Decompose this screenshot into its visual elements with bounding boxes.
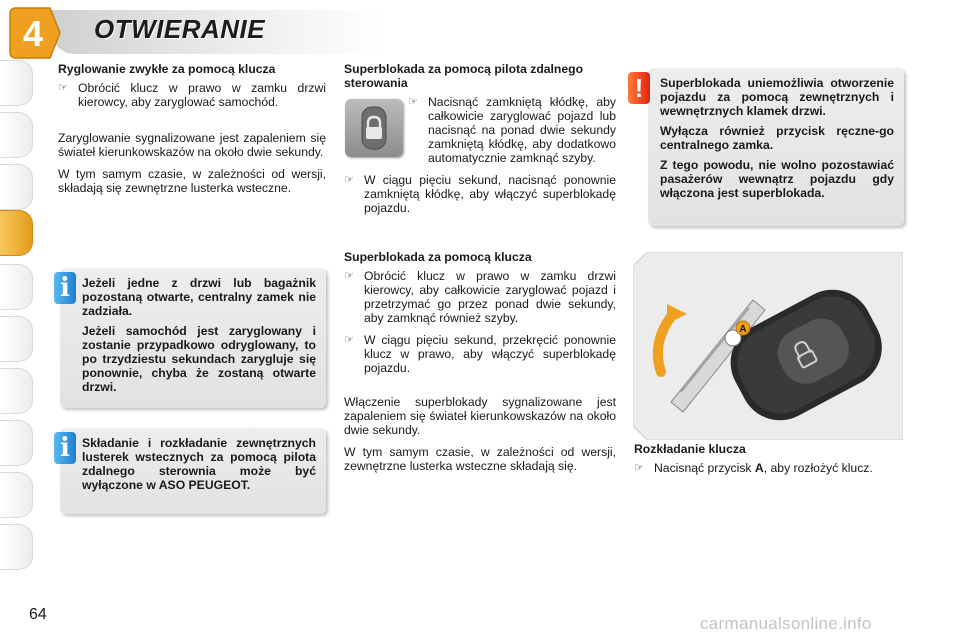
right-column [634, 442, 904, 483]
bullet-text: Obrócić klucz w prawo w zamku drzwi kierowcy, aby całkowicie zaryglować pojazd i przetrzymać go przez ponad dwie sekundy, aby zamknąć również szyby. [364, 269, 616, 325]
middle-column [344, 62, 616, 223]
folding-key-illustration [633, 252, 903, 440]
bullet-text: W ciągu pięciu sekund, przekręcić ponownie klucz w prawo, aby włączyć superblokadę pojazdu. [364, 333, 616, 375]
bullet-marker-icon: ☞ [344, 334, 354, 346]
instruction-bullet [344, 269, 616, 325]
instruction-bullet [58, 81, 326, 109]
bullet-marker-icon: ☞ [344, 174, 354, 186]
watermark: carmanualsonline.info [700, 614, 872, 633]
middle-column-lower [344, 250, 616, 481]
info-icon: i [54, 272, 76, 304]
paragraph: W tym samym czasie, w zależności od wersji, składają się zewnętrzne lusterka wsteczne. [58, 167, 326, 195]
instruction-bullet [344, 333, 616, 375]
bullet-text: Obrócić klucz w prawo w zamku drzwi kierowcy, aby zaryglować samochód. [78, 81, 326, 109]
bullet-marker-icon: ☞ [634, 462, 644, 474]
section-heading: Superblokada za pomocą pilota zdalnego sterowania [344, 62, 584, 90]
bullet-text: W ciągu pięciu sekund, nacisnąć ponownie zamkniętą kłódkę, aby włączyć superblokadę pojazdu. [364, 173, 616, 215]
paragraph: Zaryglowanie sygnalizowane jest zapaleniem się świateł kierunkowskazów na około dwie sekundy. [58, 131, 326, 159]
chapter-number: 4 [22, 13, 44, 54]
paragraph: Włączenie superblokady sygnalizowane jest zapaleniem się świateł kierunkowskazów na około dwie sekundy. [344, 395, 616, 437]
section-heading: Ryglowanie zwykłe za pomocą klucza [58, 62, 276, 76]
button-a-label: A [754, 461, 764, 475]
warning-icon: ! [628, 72, 650, 104]
chapter-tab-9[interactable] [0, 472, 33, 518]
bullet-text-post: , aby rozłożyć klucz. [763, 461, 873, 475]
chapter-tab-8[interactable] [0, 420, 33, 466]
warning-text: Superblokada uniemożliwia otworzenie pojazdu za pomocą zewnętrznych i wewnętrznych klamek drzwi. [660, 76, 894, 118]
bullet-text [654, 461, 904, 475]
instruction-bullet [408, 95, 616, 165]
page-title: OTWIERANIE [94, 14, 266, 44]
info-box-door-open [60, 268, 326, 408]
bullet-text-pre: Nacisnąć przycisk [654, 461, 752, 475]
warning-box-superlock [648, 68, 904, 226]
page-number: 64 [29, 606, 47, 623]
warning-text: Z tego powodu, nie wolno pozostawiać pasażerów wewnątrz pojazdu gdy włączona jest superblokada. [660, 158, 894, 200]
chapter-tab-10[interactable] [0, 524, 33, 570]
info-box-mirrors [60, 428, 326, 514]
section-heading: Superblokada za pomocą klucza [344, 250, 532, 264]
chapter-tab-5[interactable] [0, 264, 33, 310]
info-icon: i [54, 432, 76, 464]
warning-text: Wyłącza również przycisk ręczne-go centralnego zamka. [660, 124, 894, 152]
chapter-tab-3[interactable] [0, 164, 33, 210]
chapter-tab-7[interactable] [0, 368, 33, 414]
left-column [58, 62, 326, 203]
chapter-tab-4-active[interactable] [0, 210, 33, 256]
chapter-tab-strip [0, 60, 40, 580]
paragraph: W tym samym czasie, w zależności od wersji, zewnętrzne lusterka wsteczne składają się. [344, 445, 616, 473]
chapter-badge [6, 4, 64, 62]
info-text: Składanie i rozkładanie zewnętrznych lusterek wstecznych za pomocą pilota zdalnego sterownia może być wyłączone w ASO PEUGEOT. [82, 436, 316, 492]
bullet-text: Nacisnąć zamkniętą kłódkę, aby całkowicie zaryglować pojazd lub nacisnąć na ponad dwie sekundy zamkniętą kłódkę, aby dodatkowo automatycznie zamknąć szyby. [428, 95, 616, 165]
section-heading: Rozkładanie klucza [634, 442, 746, 456]
bullet-marker-icon: ☞ [344, 270, 354, 282]
info-text: Jeżeli jedne z drzwi lub bagażnik pozostaną otwarte, centralny zamek nie zadziała. [82, 276, 316, 318]
chapter-tab-1[interactable] [0, 60, 33, 106]
info-text: Jeżeli samochód jest zaryglowany i zostanie przypadkowo odryglowany, to po trzydziestu sekundach zarygluje się ponownie, chyba że zostaną otwarte drzwi. [82, 324, 316, 394]
chapter-tab-6[interactable] [0, 316, 33, 362]
instruction-bullet [344, 173, 616, 215]
key-button-label: A [739, 324, 747, 335]
bullet-marker-icon: ☞ [58, 82, 68, 94]
chapter-tab-2[interactable] [0, 112, 33, 158]
bullet-marker-icon: ☞ [408, 96, 418, 108]
instruction-bullet [634, 461, 904, 475]
